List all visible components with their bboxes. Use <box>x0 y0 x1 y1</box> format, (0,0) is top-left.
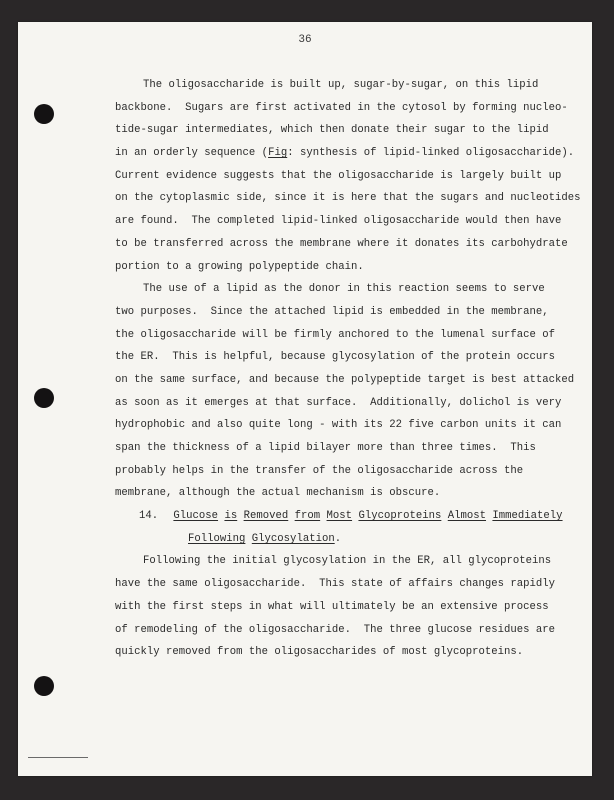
heading-word: from <box>294 510 321 523</box>
text-line: hydrophobic and also quite long - with its 22 five carbon units it can <box>115 419 562 432</box>
body-text <box>115 74 585 664</box>
text-line: on the same surface, and because the polypeptide target is best attacked <box>115 373 575 386</box>
heading-word: Glucose <box>173 510 219 523</box>
text-line: The oligosaccharide is built up, sugar-by-sugar, on this lipid <box>143 79 539 91</box>
text-line: tide-sugar intermediates, which then donate their sugar to the lipid <box>115 124 549 137</box>
text-line: have the same oligosaccharide. This state of affairs changes rapidly <box>115 578 556 591</box>
text-line: of remodeling of the oligosaccharide. The three glucose residues are <box>115 623 556 636</box>
text-line: span the thickness of a lipid bilayer more than three times. This <box>115 442 536 454</box>
text-line: portion to a growing polypeptide chain. <box>115 260 364 273</box>
heading-word: Following <box>188 532 246 545</box>
text-line: Following the initial glycosylation in the ER, all glycoproteins <box>143 555 552 568</box>
heading-period: . <box>334 532 342 545</box>
section-heading <box>115 505 585 528</box>
text-line: backbone. Sugars are first activated in the cytosol by forming nucleo- <box>115 101 568 114</box>
document-page <box>18 22 592 776</box>
text-line: the oligosaccharide will be firmly anchored to the lumenal surface of <box>115 328 556 341</box>
text-line: the ER. This is helpful, because glycosylation of the protein occurs <box>115 351 556 364</box>
text-line: probably helps in the transfer of the oligosaccharide across the <box>115 464 524 477</box>
section-heading-continued <box>115 528 585 551</box>
figure-reference: Fig <box>268 147 288 160</box>
heading-word: Almost <box>447 510 487 523</box>
text-line: as soon as it emerges at that surface. Additionally, dolichol is very <box>115 396 562 409</box>
heading-word: Glycosylation <box>251 532 335 545</box>
heading-word: Immediately <box>492 510 563 523</box>
binder-hole-bottom <box>34 676 54 696</box>
text-line <box>115 142 585 165</box>
text-fragment: in an orderly sequence ( <box>115 147 269 160</box>
bottom-rule <box>28 757 88 758</box>
text-line: Current evidence suggests that the oligosaccharide is largely built up <box>115 169 562 182</box>
heading-word: Glycoproteins <box>358 510 442 523</box>
page-number: 36 <box>298 34 312 46</box>
heading-word: is <box>224 510 238 523</box>
heading-word: Most <box>326 510 353 523</box>
text-line: on the cytoplasmic side, since it is here that the sugars and nucleotides <box>115 192 581 205</box>
text-line: The use of a lipid as the donor in this reaction seems to serve <box>143 283 545 296</box>
text-line: with the first steps in what will ultimately be an extensive process <box>115 600 549 613</box>
heading-word: Removed <box>243 510 289 523</box>
text-line: quickly removed from the oligosaccharides of most glycoproteins. <box>115 646 524 659</box>
text-line: are found. The completed lipid-linked oligosaccharide would then have <box>115 215 562 228</box>
binder-hole-middle <box>34 388 54 408</box>
text-line: to be transferred across the membrane where it donates its carbohydrate <box>115 237 568 250</box>
text-line: membrane, although the actual mechanism is obscure. <box>115 487 441 500</box>
section-number: 14. <box>139 510 159 523</box>
binder-hole-top <box>34 104 54 124</box>
text-fragment: : synthesis of lipid-linked oligosaccharide). <box>287 147 575 160</box>
text-line: two purposes. Since the attached lipid is embedded in the membrane, <box>115 305 549 318</box>
